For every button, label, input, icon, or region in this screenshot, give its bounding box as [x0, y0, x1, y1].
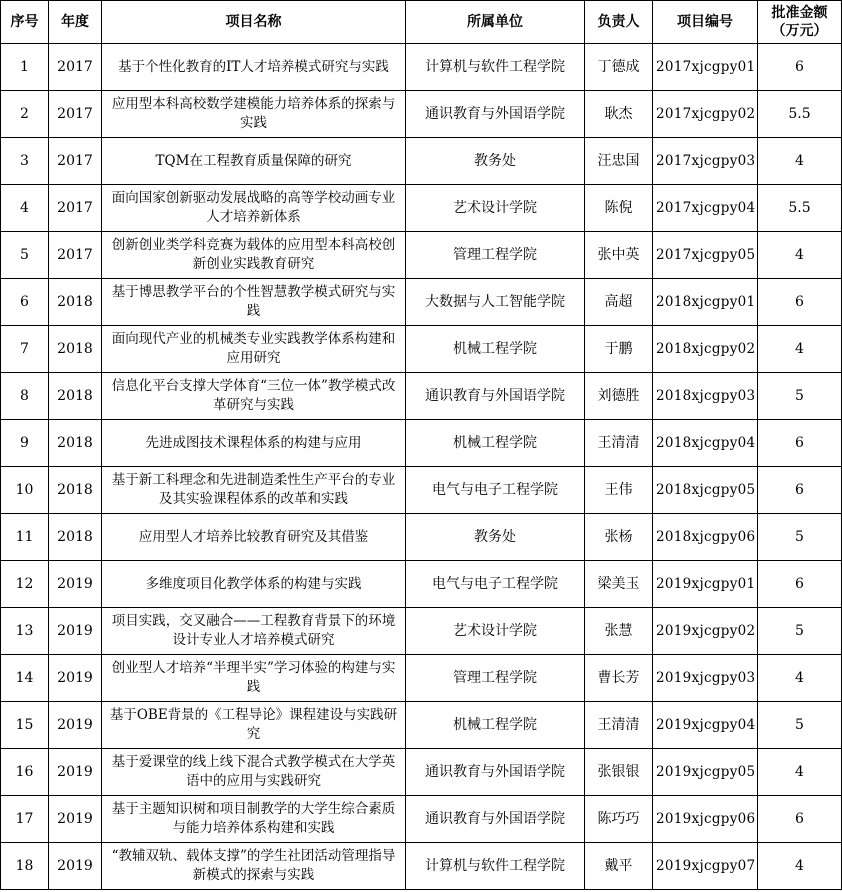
cell-amount: 4: [758, 843, 842, 890]
cell-lead: 于鹏: [585, 326, 653, 373]
cell-no: 4: [1, 185, 49, 232]
header-unit: 所属单位: [406, 1, 585, 44]
cell-year: 2019: [49, 796, 102, 843]
cell-project-name: 面向现代产业的机械类专业实践教学体系构建和应用研究: [102, 326, 406, 373]
cell-unit: 管理工程学院: [406, 232, 585, 279]
cell-project-code: 2019xjcgpy04: [653, 702, 758, 749]
cell-unit: 机械工程学院: [406, 326, 585, 373]
table-row: [1, 91, 842, 138]
cell-no: 17: [1, 796, 49, 843]
cell-year: 2019: [49, 655, 102, 702]
cell-lead: 陈倪: [585, 185, 653, 232]
cell-year: 2017: [49, 91, 102, 138]
cell-project-code: 2018xjcgpy01: [653, 279, 758, 326]
cell-lead: 汪忠国: [585, 138, 653, 185]
cell-unit: 通识教育与外国语学院: [406, 91, 585, 138]
cell-project-code: 2018xjcgpy02: [653, 326, 758, 373]
cell-year: 2018: [49, 373, 102, 420]
cell-lead: 陈巧巧: [585, 796, 653, 843]
cell-year: 2019: [49, 843, 102, 890]
cell-year: 2018: [49, 514, 102, 561]
cell-amount: 6: [758, 467, 842, 514]
cell-year: 2018: [49, 326, 102, 373]
cell-project-name: 创新创业类学科竞赛为载体的应用型本科高校创新创业实践教育研究: [102, 232, 406, 279]
cell-project-name: TQM在工程教育质量保障的研究: [102, 138, 406, 185]
cell-no: 5: [1, 232, 49, 279]
cell-project-name: 应用型本科高校数学建模能力培养体系的探索与实践: [102, 91, 406, 138]
table-row: [1, 138, 842, 185]
cell-project-code: 2019xjcgpy03: [653, 655, 758, 702]
header-year: 年度: [49, 1, 102, 44]
cell-no: 8: [1, 373, 49, 420]
cell-no: 3: [1, 138, 49, 185]
cell-project-name: 基于新工科理念和先进制造柔性生产平台的专业及其实验课程体系的改革和实践: [102, 467, 406, 514]
cell-amount: 6: [758, 420, 842, 467]
cell-amount: 5: [758, 514, 842, 561]
cell-project-name: 应用型人才培养比较教育研究及其借鉴: [102, 514, 406, 561]
cell-no: 6: [1, 279, 49, 326]
cell-project-code: 2019xjcgpy06: [653, 796, 758, 843]
table-row: [1, 749, 842, 796]
header-no: 序号: [1, 1, 49, 44]
table-row: [1, 326, 842, 373]
header-lead: 负责人: [585, 1, 653, 44]
header-name: 项目名称: [102, 1, 406, 44]
cell-amount: 5: [758, 702, 842, 749]
cell-no: 18: [1, 843, 49, 890]
cell-year: 2018: [49, 279, 102, 326]
cell-lead: 刘德胜: [585, 373, 653, 420]
cell-amount: 5: [758, 608, 842, 655]
cell-project-name: “教辅双轨、载体支撑”的学生社团活动管理指导新模式的探索与实践: [102, 843, 406, 890]
cell-project-name: 先进成图技术课程体系的构建与应用: [102, 420, 406, 467]
cell-year: 2019: [49, 561, 102, 608]
cell-amount: 6: [758, 44, 842, 91]
table-row: [1, 279, 842, 326]
cell-project-name: 基于个性化教育的IT人才培养模式研究与实践: [102, 44, 406, 91]
cell-unit: 机械工程学院: [406, 702, 585, 749]
cell-lead: 曹长芳: [585, 655, 653, 702]
cell-amount: 4: [758, 138, 842, 185]
cell-lead: 张杨: [585, 514, 653, 561]
cell-lead: 王伟: [585, 467, 653, 514]
cell-lead: 戴平: [585, 843, 653, 890]
cell-amount: 5.5: [758, 185, 842, 232]
cell-lead: 梁美玉: [585, 561, 653, 608]
cell-year: 2018: [49, 467, 102, 514]
cell-no: 15: [1, 702, 49, 749]
cell-lead: 高超: [585, 279, 653, 326]
cell-unit: 教务处: [406, 138, 585, 185]
cell-project-name: 基于博思教学平台的个性智慧教学模式研究与实践: [102, 279, 406, 326]
table-row: [1, 44, 842, 91]
cell-year: 2019: [49, 702, 102, 749]
cell-unit: 大数据与人工智能学院: [406, 279, 585, 326]
cell-no: 7: [1, 326, 49, 373]
cell-no: 9: [1, 420, 49, 467]
cell-project-code: 2017xjcgpy04: [653, 185, 758, 232]
cell-year: 2018: [49, 420, 102, 467]
cell-no: 14: [1, 655, 49, 702]
cell-project-name: 多维度项目化教学体系的构建与实践: [102, 561, 406, 608]
table-row: [1, 185, 842, 232]
cell-project-name: 信息化平台支撑大学体育“三位一体”教学模式改革研究与实践: [102, 373, 406, 420]
cell-amount: 5: [758, 373, 842, 420]
header-amount: 批准金额（万元）: [758, 1, 842, 44]
cell-project-code: 2019xjcgpy05: [653, 749, 758, 796]
cell-unit: 计算机与软件工程学院: [406, 44, 585, 91]
cell-amount: 4: [758, 749, 842, 796]
cell-no: 13: [1, 608, 49, 655]
cell-year: 2017: [49, 44, 102, 91]
cell-amount: 6: [758, 796, 842, 843]
cell-project-code: 2019xjcgpy02: [653, 608, 758, 655]
cell-lead: 张慧: [585, 608, 653, 655]
cell-project-code: 2018xjcgpy04: [653, 420, 758, 467]
cell-no: 10: [1, 467, 49, 514]
cell-unit: 电气与电子工程学院: [406, 467, 585, 514]
table-row: [1, 843, 842, 890]
cell-lead: 张银银: [585, 749, 653, 796]
cell-project-code: 2017xjcgpy03: [653, 138, 758, 185]
cell-unit: 艺术设计学院: [406, 608, 585, 655]
cell-amount: 6: [758, 279, 842, 326]
cell-project-code: 2019xjcgpy07: [653, 843, 758, 890]
cell-unit: 通识教育与外国语学院: [406, 373, 585, 420]
cell-lead: 丁德成: [585, 44, 653, 91]
table-row: [1, 373, 842, 420]
cell-year: 2017: [49, 185, 102, 232]
cell-year: 2019: [49, 608, 102, 655]
cell-project-name: 项目实践，交叉融合——工程教育背景下的环境设计专业人才培养模式研究: [102, 608, 406, 655]
cell-project-code: 2019xjcgpy01: [653, 561, 758, 608]
table-row: [1, 561, 842, 608]
cell-no: 2: [1, 91, 49, 138]
cell-lead: 王清清: [585, 420, 653, 467]
cell-no: 1: [1, 44, 49, 91]
cell-project-name: 面向国家创新驱动发展战略的高等学校动画专业人才培养新体系: [102, 185, 406, 232]
table-body: [1, 44, 842, 890]
cell-unit: 计算机与软件工程学院: [406, 843, 585, 890]
cell-amount: 4: [758, 232, 842, 279]
table-row: [1, 655, 842, 702]
cell-amount: 5.5: [758, 91, 842, 138]
cell-no: 16: [1, 749, 49, 796]
table-row: [1, 608, 842, 655]
cell-unit: 通识教育与外国语学院: [406, 749, 585, 796]
cell-amount: 6: [758, 561, 842, 608]
table-row: [1, 420, 842, 467]
cell-project-name: 基于OBE背景的《工程导论》课程建设与实践研究: [102, 702, 406, 749]
cell-unit: 艺术设计学院: [406, 185, 585, 232]
cell-year: 2019: [49, 749, 102, 796]
cell-unit: 通识教育与外国语学院: [406, 796, 585, 843]
cell-year: 2017: [49, 232, 102, 279]
cell-project-name: 基于爱课堂的线上线下混合式教学模式在大学英语中的应用与实践研究: [102, 749, 406, 796]
cell-project-code: 2018xjcgpy03: [653, 373, 758, 420]
table-row: [1, 232, 842, 279]
cell-amount: 4: [758, 326, 842, 373]
cell-unit: 电气与电子工程学院: [406, 561, 585, 608]
cell-project-name: 创业型人才培养“半理半实”学习体验的构建与实践: [102, 655, 406, 702]
cell-lead: 张中英: [585, 232, 653, 279]
cell-unit: 机械工程学院: [406, 420, 585, 467]
table-row: [1, 702, 842, 749]
cell-unit: 管理工程学院: [406, 655, 585, 702]
table-row: [1, 467, 842, 514]
header-row: [1, 1, 842, 44]
cell-project-code: 2017xjcgpy01: [653, 44, 758, 91]
cell-project-code: 2017xjcgpy05: [653, 232, 758, 279]
cell-year: 2017: [49, 138, 102, 185]
cell-lead: 耿杰: [585, 91, 653, 138]
header-code: 项目编号: [653, 1, 758, 44]
cell-project-name: 基于主题知识树和项目制教学的大学生综合素质与能力培养体系构建和实践: [102, 796, 406, 843]
table-row: [1, 514, 842, 561]
cell-lead: 王清清: [585, 702, 653, 749]
cell-no: 11: [1, 514, 49, 561]
cell-unit: 教务处: [406, 514, 585, 561]
cell-project-code: 2017xjcgpy02: [653, 91, 758, 138]
table-row: [1, 796, 842, 843]
cell-project-code: 2018xjcgpy05: [653, 467, 758, 514]
cell-project-code: 2018xjcgpy06: [653, 514, 758, 561]
cell-no: 12: [1, 561, 49, 608]
cell-amount: 4: [758, 655, 842, 702]
